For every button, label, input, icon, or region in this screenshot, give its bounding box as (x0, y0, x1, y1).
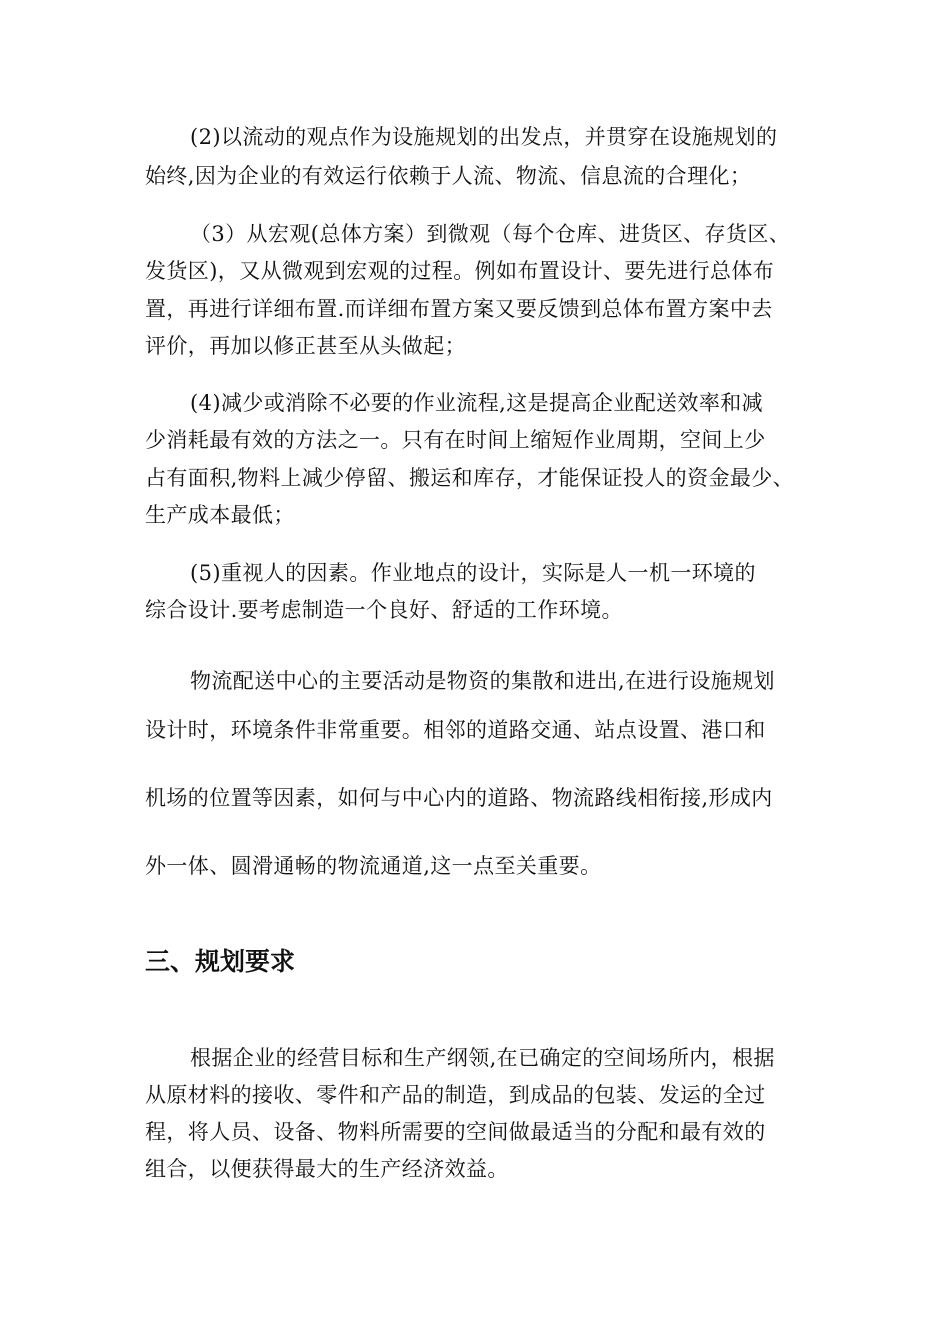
logistics-line1: 物流配送中心的主要活动是物资的集散和进出,在进行设施规划 (190, 669, 775, 693)
para4-line3: 占有面积,物料上减少停留、搬运和库存，才能保证投人的资金最少、 (145, 466, 795, 490)
para4-line1: (4)减少或消除不必要的作业流程,这是提高企业配送效率和减 (190, 391, 764, 415)
para2-line2: 始终,因为企业的有效运行依赖于人流、物流、信息流的合理化； (145, 164, 752, 188)
final-line4: 组合，以便获得最大的生产经济效益。 (145, 1157, 509, 1181)
para4-line4: 生产成本最低； (145, 503, 295, 527)
logistics-line3: 机场的位置等因素，如何与中心内的道路、物流路线相衔接,形成内 (145, 786, 773, 810)
para3-line2: 发货区)，又从微观到宏观的过程。例如布置设计、要先进行总体布 (145, 259, 775, 283)
para5-line1: (5)重视人的因素。作业地点的设计，实际是人一机一环境的 (190, 561, 756, 585)
para4-line2: 少消耗最有效的方法之一。只有在时间上缩短作业周期，空间上少 (145, 428, 766, 452)
final-line2: 从原材料的接收、零件和产品的制造，到成品的包装、发运的全过 (145, 1083, 766, 1107)
para2-line1: (2)以流动的观点作为设施规划的出发点，并贯穿在设施规划的 (190, 125, 778, 149)
para3-line4: 评价，再加以修正甚至从头做起； (145, 334, 466, 358)
section-heading: 三、规划要求 (145, 947, 296, 976)
para3-line3: 置，再进行详细布置.而详细布置方案又要反馈到总体布置方案中去 (145, 297, 773, 321)
para3-line1: （3）从宏观(总体方案）到微观（每个仓库、进货区、存货区、 (190, 222, 791, 246)
para5-line2: 综合设计.要考虑制造一个良好、舒适的工作环境。 (145, 598, 623, 622)
final-line1: 根据企业的经营目标和生产纲领,在已确定的空间场所内，根据 (190, 1046, 775, 1070)
logistics-line4: 外一体、圆滑通畅的物流通道,这一点至关重要。 (145, 854, 602, 878)
logistics-line2: 设计时，环境条件非常重要。相邻的道路交通、站点设置、港口和 (145, 718, 766, 742)
final-line3: 程，将人员、设备、物料所需要的空间做最适当的分配和最有效的 (145, 1120, 766, 1144)
